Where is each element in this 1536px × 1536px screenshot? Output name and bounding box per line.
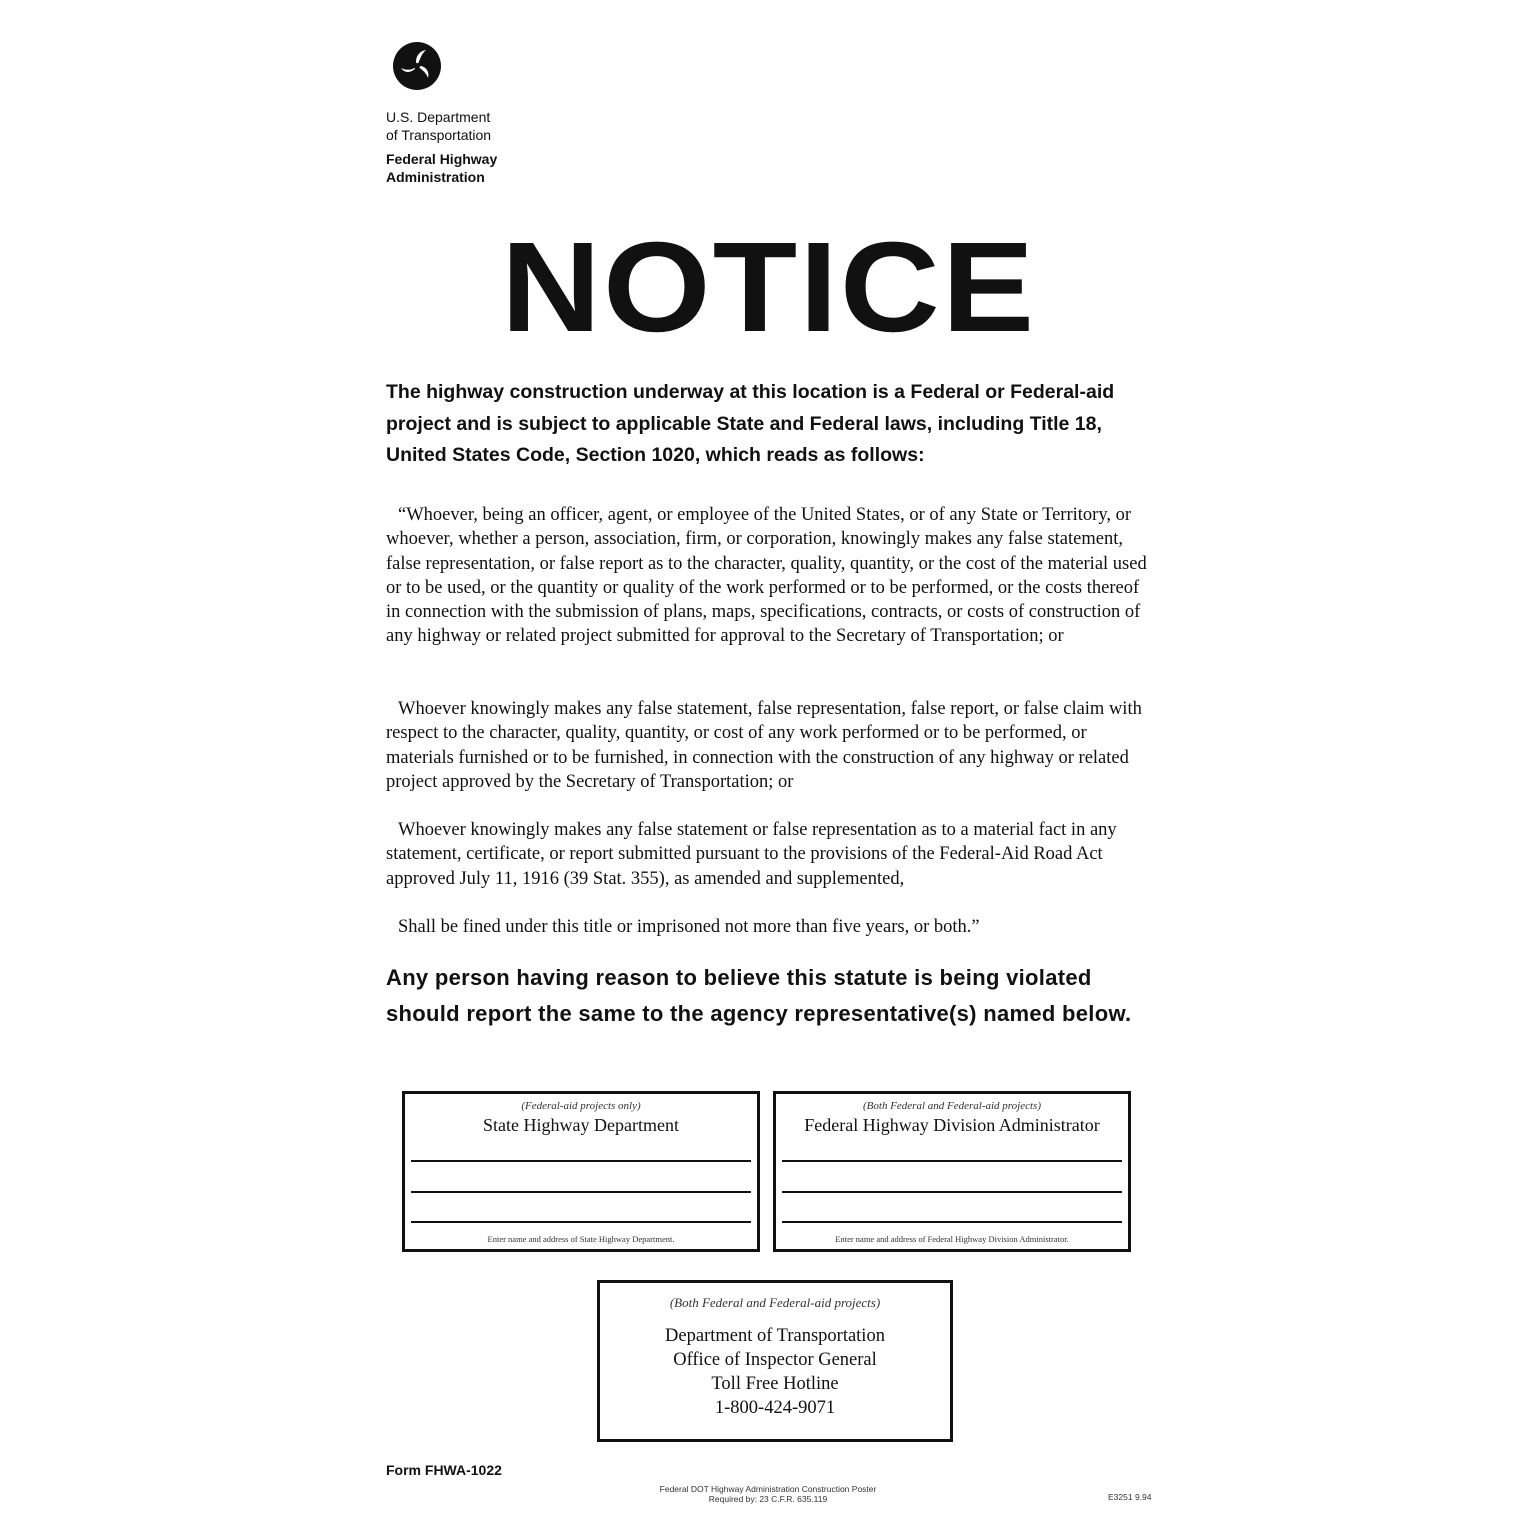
fill-in-line[interactable]	[411, 1221, 751, 1223]
box-hint: Enter name and address of State Highway Department.	[487, 1234, 675, 1244]
footer-line-1: Federal DOT Highway Administration Construction Poster	[659, 1484, 877, 1494]
inspector-general-box	[597, 1280, 953, 1442]
box-note: (Both Federal and Federal-aid projects)	[863, 1100, 1041, 1112]
agency-line-1: U.S. Department	[386, 109, 491, 125]
agency-department	[386, 108, 491, 144]
fill-in-line[interactable]	[782, 1191, 1122, 1193]
footer-requirement	[560, 1484, 976, 1504]
footer-line-2: Required by: 23 C.F.R. 635.119	[708, 1494, 828, 1504]
report-paragraph: Any person having reason to believe this statute is being violated should report the same to the agency representative(s) named below.	[386, 965, 1132, 1026]
box-title: State Highway Department	[483, 1115, 679, 1135]
fill-in-line[interactable]	[411, 1191, 751, 1193]
box-hint: Enter name and address of Federal Highway Division Administrator.	[835, 1234, 1069, 1244]
admin-line-2: Administration	[386, 169, 485, 185]
statute-paragraph-3: Whoever knowingly makes any false statement or false representation as to a material fact in any statement, certificate, or report submitted pursuant to the provisions of the Federal-Aid Road Act approved July 11, 1916 (39 Stat. 355), as amended and supplemented,	[386, 820, 1117, 889]
agency-administration	[386, 150, 497, 186]
footer-code: E3251 9.94	[1108, 1492, 1152, 1502]
admin-line-1: Federal Highway	[386, 151, 498, 167]
dot-tri-star-logo-icon	[392, 41, 442, 91]
state-highway-box	[402, 1091, 760, 1252]
fill-in-line[interactable]	[782, 1160, 1122, 1162]
notice-title: NOTICE	[501, 216, 1037, 359]
agency-line-2: of Transportation	[386, 127, 492, 143]
oig-phone-number: 1-800-424-9071	[714, 1398, 836, 1418]
intro-paragraph: The highway construction underway at this location is a Federal or Federal-aid project and is subject to applicable State and Federal laws, including Title 18, United States Code, Section 1020, which reads as follows:	[386, 381, 1115, 466]
statute-paragraph-2: Whoever knowingly makes any false statement, false representation, false report, or false claim with respect to the character, quality, quantity, or cost of any work performed or to be performed, or materials furnished or to be furnished, in connection with the construction of any highway or related project approved by the Secretary of Transportation; or	[386, 699, 1142, 792]
oig-hotline-label: Toll Free Hotline	[711, 1374, 839, 1394]
box-title: Federal Highway Division Administrator	[804, 1115, 1100, 1135]
fill-in-line[interactable]	[411, 1160, 751, 1162]
oig-office: Office of Inspector General	[673, 1350, 877, 1370]
box-note: (Federal-aid projects only)	[521, 1100, 641, 1112]
box-note: (Both Federal and Federal-aid projects)	[669, 1295, 881, 1310]
fill-in-line[interactable]	[782, 1221, 1122, 1223]
form-number: Form FHWA-1022	[386, 1462, 502, 1478]
statute-paragraph-4: Shall be fined under this title or imprisoned not more than five years, or both.”	[398, 917, 980, 937]
fhwa-division-box	[773, 1091, 1131, 1252]
oig-department: Department of Transportation	[665, 1326, 885, 1346]
statute-paragraph-1: “Whoever, being an officer, agent, or employee of the United States, or of any State or Territory, or whoever, whether a person, association, firm, or corporation, knowingly makes any false statement, false representation, or false report as to the character, quality, quantity, or the cost of the material used or to be used, or the quantity or quality of the work performed or to be performed, or the costs thereof in connection with the submission of plans, maps, specifications, contracts, or costs of construction of any highway or related project submitted for approval to the Secretary of Transportation; or	[386, 505, 1147, 647]
